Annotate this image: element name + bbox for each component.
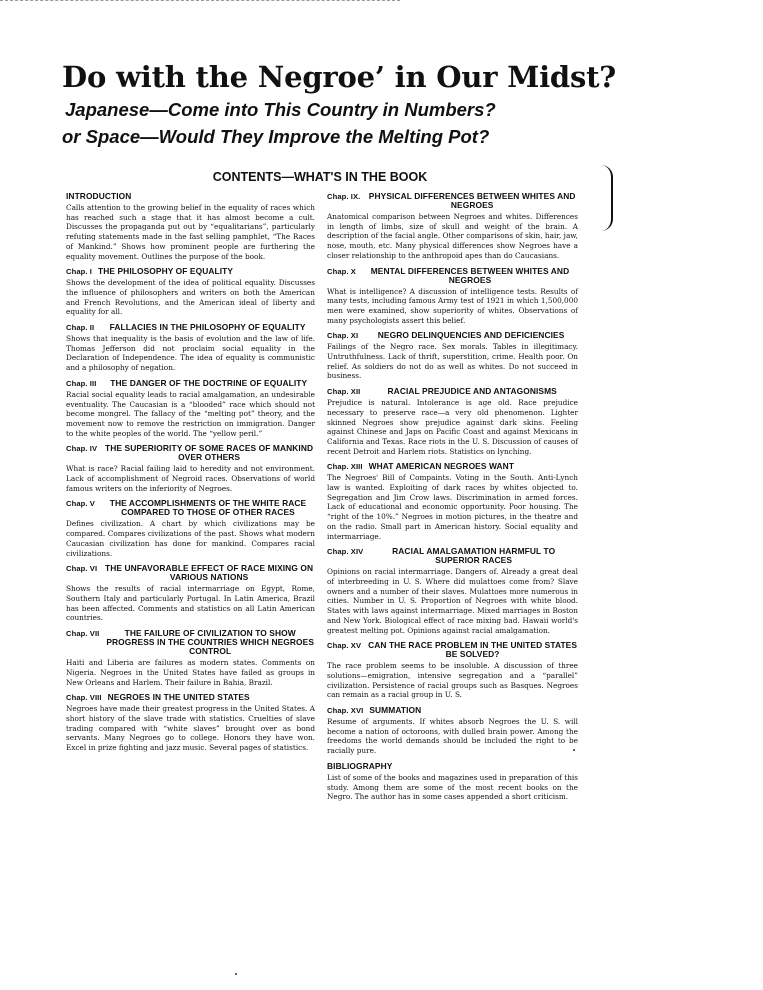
- chapter-number: Chap. I: [66, 267, 93, 277]
- chapter-summary: Prejudice is natural. Intolerance is age old. Race prejudice necessary to preserve race—a very old phenomenon. Lighter skinned Negroes show prejudice against dark skins. Feeling against Chinese and Japs on Pacific Coast and against Mexicans in California and Texas. Race riots in the U. S. Discussion of causes of recent Detroit and Harlem riots. Statistics on lynching.: [327, 398, 578, 456]
- chapter-number: Chap. VIII: [66, 693, 102, 703]
- chapter-number: Chap. V: [66, 499, 95, 509]
- chapter-title: THE SUPERIORITY OF SOME RACES OF MANKIND OVER OTHERS: [105, 443, 314, 463]
- chapter-summary: Resume of arguments. If whites absorb Negroes the U. S. will become a nation of octoroons, with dulled brain power. Among the freedoms the world demands should be included the right to be racially pure.: [327, 717, 578, 756]
- contents-section: [327, 192, 578, 261]
- section-heading: [66, 267, 315, 276]
- section-heading: [327, 331, 578, 340]
- chapter-number: Chap. IV: [66, 444, 98, 454]
- chapter-title: THE UNFAVORABLE EFFECT OF RACE MIXING ON VARIOUS NATIONS: [105, 563, 314, 583]
- chapter-title: THE ACCOMPLISHMENTS OF THE WHITE RACE COMPARED TO THOSE OF OTHER RACES: [109, 498, 307, 518]
- chapter-summary: Opinions on racial intermarriage. Dangers of. Already a great deal of interbreeding in U. S. Where did mulattoes come from? Slave owners and a number of their slaves. Mulattoes more numerous in cities. Number in U. S. Proportion of Negroes with white blood. States with laws against intermarriage. Mixed marriages in Boston and New York. Biological effect of race mixing bad. Hawaii world's greatest melting pot. Opinions against racial amalgamation.: [327, 567, 578, 635]
- chapter-title: RACIAL AMALGAMATION HARMFUL TO SUPERIOR RACES: [392, 546, 556, 566]
- section-heading: [66, 564, 315, 582]
- chapter-summary: Anatomical comparison between Negroes and whites. Differences in length of limbs, size of skull and weight of the brain. A description of the facial angle. Other comparisons of skin, hair, jaw, nose, mouth, etc. Many physical differences show Negroes have a closer relationship to the anthropoid apes than do Caucasians.: [327, 212, 578, 260]
- chapter-title: THE FAILURE OF CIVILIZATION TO SHOW PROGRESS IN THE COUNTRIES WHICH NEGROES CONTROL: [106, 628, 315, 657]
- contents-section: [327, 267, 578, 326]
- chapter-title: CAN THE RACE PROBLEM IN THE UNITED STATES BE SOLVED?: [368, 640, 578, 660]
- chapter-summary: Racial social equality leads to racial amalgamation, an undesirable eventuality. The Caucasian is a “blooded” race which should not become mongrel. The fallacy of the “melting pot” theory, and the movement now to remove the restriction on immigration. Danger to the white peoples of the world. The “yellow peril.”: [66, 389, 315, 438]
- chapter-summary: Haiti and Liberia are failures as modern states. Comments on Nigeria. Negroes in the United States have failed as groups in New Orleans and Harlem. Their failure in Bahia, Brazil.: [66, 658, 315, 687]
- chapter-summary: Defines civilization. A chart by which civilizations may be compared. Compares civilizations of the past. Shows what modern Caucasian civilization has done for mankind. Compares racial civilizations.: [66, 519, 315, 558]
- top-dashed-rule: [0, 0, 400, 3]
- section-heading: [327, 547, 578, 565]
- contents-section: [327, 387, 578, 456]
- section-heading: [66, 323, 315, 332]
- chapter-title: RACIAL PREJUDICE AND ANTAGONISMS: [387, 386, 557, 397]
- contents-section: [66, 629, 315, 687]
- contents-section: [66, 564, 315, 623]
- contents-section: [327, 706, 578, 756]
- contents-section: [66, 267, 315, 317]
- contents-section: [66, 323, 315, 373]
- chapter-number: Chap. VII: [66, 629, 100, 639]
- subheadline-2: or Space—Would They Improve the Melting Pot?: [62, 126, 490, 147]
- chapter-title: INTRODUCTION: [66, 191, 132, 201]
- chapter-summary: Shows the development of the idea of political equality. Discusses the influence of philosophers and writers on both the American and French Revolutions, and the American ideal of liberty and equality for all.: [66, 278, 315, 317]
- contents-section: [66, 693, 315, 753]
- contents-title: CONTENTS—WHAT'S IN THE BOOK: [212, 170, 428, 184]
- contents-section: [66, 444, 315, 493]
- chapter-title: THE PHILOSOPHY OF EQUALITY: [98, 266, 234, 277]
- chapter-title: MENTAL DIFFERENCES BETWEEN WHITES AND NEGROES: [370, 265, 570, 285]
- chapter-number: Chap. XI: [327, 331, 359, 341]
- headline: Do with the Negroe’ in Our Midst?: [62, 60, 617, 94]
- margin-speck: [573, 749, 575, 751]
- chapter-summary: What is race? Racial failing laid to heredity and not environment. Lack of accomplishment of Negroid races. Observations of world famous writers on the inferiority of Negroes.: [66, 464, 315, 493]
- right-column: [327, 192, 578, 808]
- chapter-number: Chap. X: [327, 266, 356, 276]
- contents-section: [327, 641, 578, 700]
- chapter-title: THE DANGER OF THE DOCTRINE OF EQUALITY: [110, 377, 308, 388]
- chapter-number: Chap. XV: [327, 641, 362, 651]
- section-heading: [66, 444, 315, 462]
- chapter-summary: The race problem seems to be insoluble. A discussion of three solutions—emigration, intensive segregation and a “parallel” civilization. Persistence of racial groups such as Basques. Negroes can remain as a racial group in U. S.: [327, 661, 578, 700]
- chapter-summary: Failings of the Negro race. Sex morals. Tables in illegitimacy. Untruthfulness. Lack of thrift, superstition, crime. Health poor. On relief. As soldiers do not do as well as whites. Do not succeed in business.: [327, 342, 578, 381]
- chapter-title: WHAT AMERICAN NEGROES WANT: [368, 461, 515, 472]
- section-heading: [327, 387, 578, 396]
- section-heading: [66, 499, 315, 517]
- chapter-title: SUMMATION: [369, 705, 422, 716]
- chapter-summary: List of some of the books and magazines used in preparation of this study. Among them are some of the most recent books on the Negro. The author has in some cases appended a short criticism.: [327, 772, 578, 802]
- contents-section: [327, 462, 578, 541]
- page-speck: [235, 973, 237, 975]
- chapter-summary: Shows that inequality is the basis of evolution and the law of life. Thomas Jefferson did not proclaim social equality in the Declaration of Independence. The idea of equality is communistic and a philosophy of negation.: [66, 334, 315, 373]
- chapter-title: PHYSICAL DIFFERENCES BETWEEN WHITES AND NEGROES: [368, 191, 576, 210]
- chapter-title: NEGRO DELINQUENCIES AND DEFICIENCIES: [377, 330, 565, 341]
- chapter-number: Chap. XII: [327, 387, 361, 397]
- section-heading: [327, 192, 578, 210]
- chapter-number: Chap. XIII: [327, 462, 363, 472]
- chapter-summary: Negroes have made their greatest progress in the United States. A short history of the slave trade with statistics. Cruelties of slave trading compared with “white slaves” brought over as bond servants. Many Negroes go to college. Honors they have won. Excel in prize fighting and jazz music. Several pages of statistics.: [66, 704, 315, 753]
- chapter-summary: Shows the results of racial intermarriage on Egypt, Rome, Southern Italy and particularly Portugal. In Latin America, Brazil has been affected. Comments and statistics on all Latin American countries.: [66, 584, 315, 623]
- contents-section: [66, 499, 315, 558]
- contents-section: [327, 331, 578, 381]
- chapter-number: Chap. XVI: [327, 706, 364, 716]
- section-heading: [66, 192, 315, 201]
- section-heading: [327, 641, 578, 659]
- contents-section: [327, 547, 578, 635]
- section-heading: [66, 379, 315, 388]
- section-heading: [66, 693, 315, 702]
- section-heading: [327, 706, 578, 715]
- contents-section: [66, 379, 315, 439]
- chapter-title: FALLACIES IN THE PHILOSOPHY OF EQUALITY: [109, 322, 306, 333]
- chapter-number: Chap. II: [66, 323, 95, 333]
- contents-section: [327, 762, 578, 802]
- contents-section: [66, 192, 315, 261]
- chapter-number: Chap. XIV: [327, 547, 364, 557]
- chapter-summary: The Negroes' Bill of Compaints. Voting in the South. Anti-Lynch law is wanted. Exploiting of dark races by whites objected to. Segregation and Jim Crow laws. Discrimination in armed forces. Lack of educational and economic opportunity. Poor housing. The “right of the 10%.” Negroes in motion pictures, in the theatre and on the radio. Small part in American history. Social equality and intermarriage.: [327, 473, 578, 541]
- section-heading: [66, 629, 315, 656]
- chapter-number: Chap. III: [66, 378, 97, 388]
- chapter-title: NEGROES IN THE UNITED STATES: [107, 692, 250, 703]
- section-heading: [327, 462, 578, 471]
- chapter-title: BIBLIOGRAPHY: [327, 760, 393, 771]
- chapter-number: Chap. VI: [66, 564, 98, 574]
- chapter-summary: Calls attention to the growing belief in the equality of races which has reached such a stage that it has almost become a cult. Discusses the propaganda put out by “equalitarians”, particularly refuting statements made in the fast selling pamphlet, “The Races of Mankind.” Shows how prominent people are furthering the equality movement. Outlines the purpose of the book.: [66, 203, 315, 261]
- subheadline-1: Japanese—Come into This Country in Numbers?: [65, 99, 496, 120]
- left-column: [66, 192, 315, 759]
- section-heading: [327, 267, 578, 285]
- section-heading: [327, 762, 578, 771]
- chapter-summary: What is intelligence? A discussion of intelligence tests. Results of many tests, including famous Army test of 1921 in which 1,500,000 men were examined, show superiority of whites. Observations of many psychologists assert this belief.: [327, 286, 578, 325]
- chapter-number: Chap. IX.: [327, 192, 361, 201]
